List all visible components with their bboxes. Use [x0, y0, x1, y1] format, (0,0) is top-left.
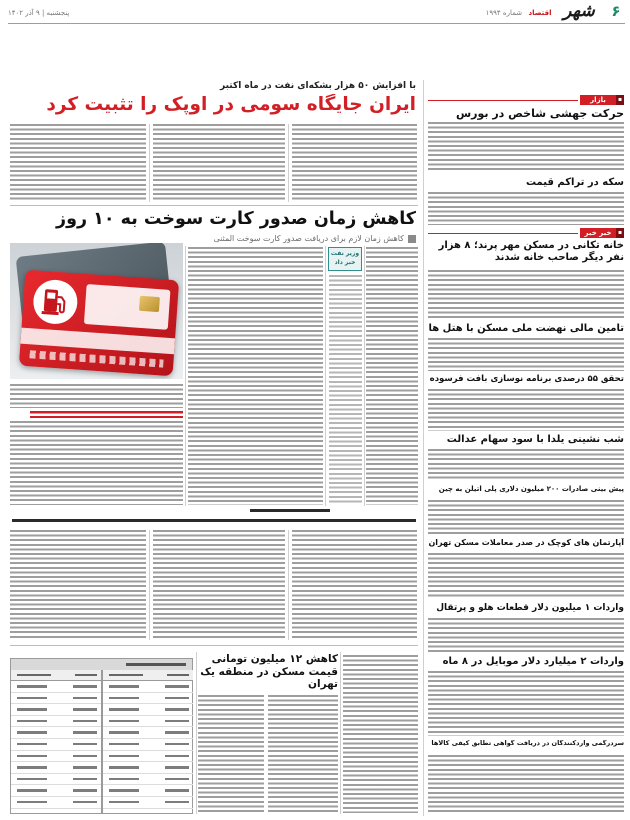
lead-headline: ایران جایگاه سومی در اوپک را تثبیت کرد — [46, 94, 416, 115]
body-text — [428, 671, 624, 736]
table-row — [11, 797, 101, 809]
table-cell — [109, 697, 139, 700]
fuel-card-headline: کاهش زمان صدور کارت سوخت به ۱۰ روز — [56, 209, 416, 229]
body-text — [153, 530, 285, 640]
table-cell — [17, 697, 47, 700]
table-cell — [165, 789, 189, 792]
table-row — [103, 774, 193, 786]
column-divider — [149, 530, 150, 640]
body-text — [428, 500, 624, 534]
issue-date: پنجشنبه | ۹ آذر ۱۴۰۲ — [8, 9, 70, 17]
table-cell — [165, 766, 189, 769]
table-part-right — [102, 670, 193, 813]
headline-importers-confusion: سردرگمی واردکنندگان در دریافت گواهی تطابق کیفی کالاها — [431, 740, 624, 747]
body-text — [428, 755, 624, 815]
story-divider — [10, 645, 418, 646]
table-row — [11, 762, 101, 774]
body-text — [10, 530, 146, 640]
table-cell — [73, 755, 97, 758]
headline-stock-index: حرکت جهشی شاخص در بورس — [455, 107, 624, 120]
table-row — [103, 716, 193, 728]
table-cell — [17, 743, 47, 746]
body-text — [428, 192, 624, 225]
column-divider — [364, 246, 365, 506]
market-icon: ▪ — [617, 96, 623, 103]
table-header — [11, 670, 101, 681]
table-cell — [109, 708, 139, 711]
body-text — [428, 449, 624, 481]
housing-headline: کاهش ۱۲ میلیون تومانی قیمت مسکن در منطقه یک تهران — [200, 653, 338, 691]
table-cell — [73, 685, 97, 688]
headline-fruit-imports: واردات ۱ میلیون دلار قطعات هلو و پرتقال — [436, 603, 624, 613]
body-text — [428, 270, 624, 320]
body-text — [292, 124, 417, 202]
table-cell — [165, 731, 189, 734]
housing-price-table — [10, 658, 193, 814]
table-cell — [165, 801, 189, 804]
headline-urban-renewal: تحقق ۵۵ درصدی برنامه نوسازی بافت فرسوده — [429, 374, 624, 384]
column-divider — [423, 80, 424, 816]
headline-mehr-housing: خانه تکانی در مسکن مهر پرند؛ ۸ هزار نفر دیگر صاحب خانه شدند — [438, 240, 624, 263]
table-cell — [109, 685, 139, 688]
page-number: ۶ — [611, 2, 621, 20]
table-row — [103, 693, 193, 705]
table-row — [103, 704, 193, 716]
body-text — [198, 695, 264, 813]
news-icon: ▪ — [617, 229, 623, 236]
issue-number: شماره ۱۹۹۴ — [485, 9, 522, 17]
table-cell — [165, 778, 189, 781]
table-part-left — [11, 670, 102, 813]
body-text — [428, 122, 624, 172]
table-row — [11, 739, 101, 751]
table-row — [11, 727, 101, 739]
table-cell — [109, 755, 139, 758]
headline-gold-coin: سکه در تراکم قیمت — [525, 177, 624, 188]
table-cell — [73, 778, 97, 781]
lead-kicker: با افزایش ۵۰ هزار بشکه‌ای نفت در ماه اکتبر — [220, 81, 416, 91]
card-chip-icon — [139, 296, 160, 312]
table-cell — [165, 720, 189, 723]
story-divider — [10, 205, 418, 206]
table-cell — [17, 789, 47, 792]
masthead-logo-small: اقتصاد — [528, 9, 552, 17]
column-divider — [288, 124, 289, 202]
headline-small-apartments: آپارتمان های کوچک در صدر معاملات مسکن تهران — [428, 538, 624, 547]
section-label-news: خبر خبر — [580, 228, 616, 238]
body-text — [366, 247, 418, 505]
table-row — [11, 704, 101, 716]
table-row — [11, 774, 101, 786]
sidebar-body-text — [329, 275, 362, 505]
section-rule — [428, 100, 578, 101]
table-cell — [17, 766, 47, 769]
table-row — [103, 751, 193, 763]
table-row — [11, 693, 101, 705]
table-cell — [73, 743, 97, 746]
header-rule — [8, 23, 625, 24]
table-row — [11, 751, 101, 763]
headline-yalda-dividend: شب نشینی یلدا با سود سهام عدالت — [446, 434, 624, 445]
sidebar-label-box: وزیر نفت خبر داد — [328, 247, 362, 271]
body-text — [428, 338, 624, 371]
table-header — [103, 670, 193, 681]
body-text — [10, 124, 146, 202]
table-cell — [17, 720, 47, 723]
table-row — [103, 762, 193, 774]
table-row — [11, 681, 101, 693]
column-divider — [149, 124, 150, 202]
table-row — [103, 739, 193, 751]
table-cell — [73, 720, 97, 723]
table-cell — [73, 801, 97, 804]
headline-export-forecast: پیش بینی صادرات ۲۰۰ میلیون دلاری پلی اتیلن به چین — [438, 485, 624, 493]
table-cell — [109, 778, 139, 781]
table-cell — [17, 755, 47, 758]
table-cell — [17, 731, 47, 734]
headline-housing-finance: تامین مالی نهضت ملی مسکن با هتل ها — [428, 323, 624, 334]
subhead-bullet-icon — [408, 235, 416, 243]
column-divider — [185, 246, 186, 506]
fuel-card-photo — [10, 243, 183, 379]
table-cell — [17, 708, 47, 711]
body-text — [268, 695, 338, 813]
column-divider — [288, 530, 289, 640]
body-text — [428, 389, 624, 431]
table-cell — [73, 789, 97, 792]
body-text — [343, 655, 418, 813]
section-rule — [428, 233, 578, 234]
body-text — [428, 553, 624, 599]
table-cell — [165, 743, 189, 746]
body-text — [10, 421, 183, 505]
table-cell — [165, 685, 189, 688]
table-cell — [165, 755, 189, 758]
section-label-market: بازار — [580, 95, 616, 105]
table-cell — [73, 697, 97, 700]
masthead-logo: شهر — [563, 1, 595, 21]
table-cell — [109, 743, 139, 746]
table-cell — [17, 685, 47, 688]
table-cell — [109, 789, 139, 792]
section-dek — [12, 519, 416, 524]
table-cell — [73, 731, 97, 734]
table-cell — [109, 766, 139, 769]
body-text — [188, 247, 323, 505]
table-row — [103, 681, 193, 693]
headline-mobile-imports: واردات ۲ میلیارد دلار موبایل در ۸ ماه — [442, 656, 624, 667]
body-text — [10, 384, 183, 408]
table-row — [11, 785, 101, 797]
table-title — [11, 659, 192, 670]
table-row — [11, 716, 101, 728]
table-cell — [109, 801, 139, 804]
body-text — [292, 530, 417, 640]
column-divider — [325, 246, 326, 506]
table-cell — [17, 778, 47, 781]
fuel-card-subhead: کاهش زمان لازم برای دریافت صدور کارت سوخت المثنی — [213, 234, 404, 243]
column-divider — [196, 652, 197, 814]
card-pattern — [29, 350, 163, 367]
table-cell — [165, 708, 189, 711]
table-cell — [109, 731, 139, 734]
table-cell — [73, 708, 97, 711]
table-cell — [73, 766, 97, 769]
fuel-card-front — [19, 270, 179, 377]
section-subhead — [250, 509, 330, 514]
body-text — [428, 618, 624, 652]
inline-subhead — [30, 411, 183, 418]
column-divider — [340, 652, 341, 814]
body-text — [153, 124, 285, 202]
table-row — [103, 785, 193, 797]
table-cell — [109, 720, 139, 723]
table-cell — [17, 801, 47, 804]
fuel-pump-icon — [32, 278, 79, 325]
table-row — [103, 797, 193, 809]
table-cell — [165, 697, 189, 700]
table-row — [103, 727, 193, 739]
